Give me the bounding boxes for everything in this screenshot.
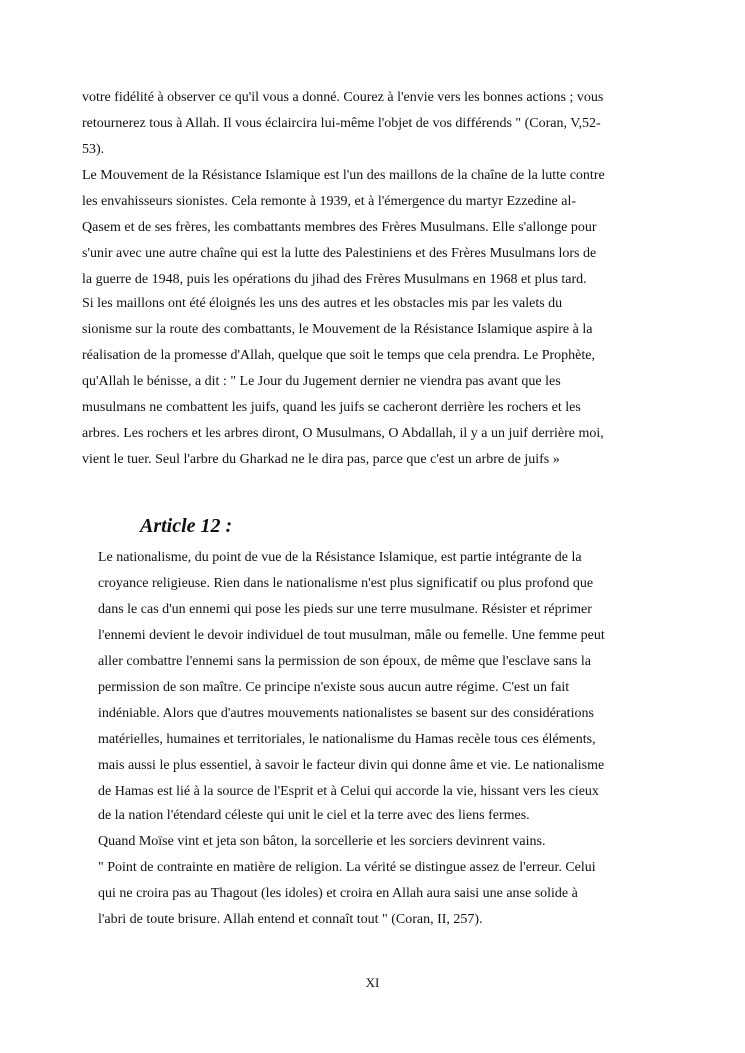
text-line: Le nationalisme, du point de vue de la Résistance Islamique, est partie intégrante de la	[98, 550, 582, 565]
text-line: Quand Moïse vint et jeta son bâton, la sorcellerie et les sorciers devinrent vains.	[98, 834, 546, 849]
text-line: vient le tuer. Seul l'arbre du Gharkad ne le dira pas, parce que c'est un arbre de juifs »	[82, 452, 560, 467]
text-line: réalisation de la promesse d'Allah, quelque que soit le temps que cela prendra. Le Prophète,	[82, 348, 595, 363]
text-line: musulmans ne combattent les juifs, quand les juifs se cacheront derrière les rochers et les	[82, 400, 581, 415]
text-line: mais aussi le plus essentiel, à savoir le facteur divin qui donne âme et vie. Le nationalisme	[98, 758, 605, 773]
text-line: " Point de contrainte en matière de religion. La vérité se distingue assez de l'erreur. Celui	[98, 860, 596, 875]
text-line: Le Mouvement de la Résistance Islamique est l'un des maillons de la chaîne de la lutte contre	[82, 168, 605, 183]
text-line: de Hamas est lié à la source de l'Esprit et à Celui qui accorde la vie, hissant vers les cieux	[98, 784, 599, 799]
text-line: 53).	[82, 142, 105, 157]
text-line: indéniable. Alors que d'autres mouvements nationalistes se basent sur des considérations	[98, 706, 594, 721]
text-line: arbres. Les rochers et les arbres diront, O Musulmans, O Abdallah, il y a un juif derrière moi,	[82, 426, 604, 441]
text-line: retournerez tous à Allah. Il vous éclaircira lui-même l'objet de vos différends " (Coran, V,52-	[82, 116, 601, 131]
text-line: s'unir avec une autre chaîne qui est la lutte des Palestiniens et des Frères Musulmans lors de	[82, 246, 597, 261]
text-line: votre fidélité à observer ce qu'il vous a donné. Courez à l'envie vers les bonnes actions ; vous	[82, 90, 604, 105]
text-line: les envahisseurs sionistes. Cela remonte à 1939, et à l'émergence du martyr Ezzedine al-	[82, 194, 577, 209]
text-line: l'abri de toute brisure. Allah entend et connaît tout " (Coran, II, 257).	[98, 912, 483, 927]
text-line: l'ennemi devient le devoir individuel de tout musulman, mâle ou femelle. Une femme peut	[98, 628, 605, 643]
text-line: croyance religieuse. Rien dans le nationalisme n'est plus significatif ou plus profond que	[98, 576, 594, 591]
text-line: qui ne croira pas au Thagout (les idoles) et croira en Allah aura saisi une anse solide à	[98, 886, 578, 901]
page-number: XI	[365, 975, 380, 990]
text-line: Qasem et de ses frères, les combattants membres des Frères Musulmans. Elle s'allonge pour	[82, 220, 597, 235]
text-line: permission de son maître. Ce principe n'existe sous aucun autre régime. C'est un fait	[98, 680, 570, 695]
text-line: de la nation l'étendard céleste qui unit le ciel et la terre avec des liens fermes.	[98, 808, 530, 823]
text-line: dans le cas d'un ennemi qui pose les pieds sur une terre musulmane. Résister et réprimer	[98, 602, 592, 617]
text-line: qu'Allah le bénisse, a dit : " Le Jour du Jugement dernier ne viendra pas avant que les	[82, 374, 561, 389]
text-line: Si les maillons ont été éloignés les uns des autres et les obstacles mis par les valets du	[82, 296, 563, 311]
text-line: la guerre de 1948, puis les opérations du jihad des Frères Musulmans en 1968 et plus tard.	[82, 272, 587, 287]
text-line: matérielles, humaines et territoriales, le nationalisme du Hamas recèle tous ces éléments,	[98, 732, 596, 747]
article-heading: Article 12 :	[140, 515, 233, 537]
text-line: aller combattre l'ennemi sans la permission de son époux, de même que l'esclave sans la	[98, 654, 591, 669]
text-line: sionisme sur la route des combattants, le Mouvement de la Résistance Islamique aspire à la	[82, 322, 593, 337]
